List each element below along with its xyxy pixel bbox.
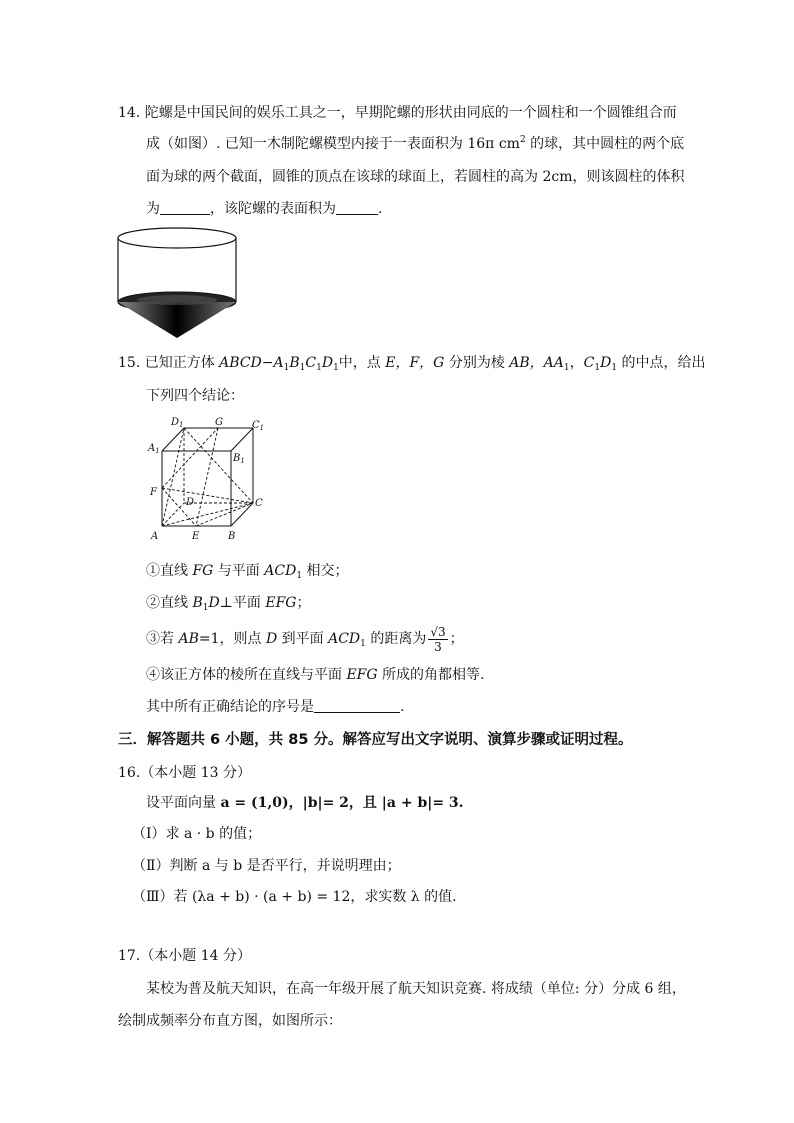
q14-text-2a: 成（如图）. 已知一木制陀螺模型内接于一表面积为 16π cm — [146, 136, 520, 152]
q15-ask-text: 其中所有正确结论的序号是 — [146, 699, 314, 715]
label-D1: $D_1$ — [171, 417, 184, 429]
q15-points: E，F，G — [385, 355, 445, 371]
q14-text-4c: . — [378, 201, 383, 217]
q15-conclusion-3: ③若 AB=1，则点 D 到平面 $ACD_1$ 的距离为 $\frac{√3}{3}$ ； — [146, 624, 464, 654]
q16-given-text: 设平面向量 — [146, 795, 221, 811]
c3-ab: AB — [178, 631, 199, 647]
c3-text-d: 的距离为 — [365, 631, 427, 647]
q15-ask — [146, 696, 404, 716]
q14-text-4b: ，该陀螺的表面积为 — [210, 201, 336, 217]
q14-line2 — [146, 133, 684, 153]
q15-conclusion-1: ①直线 FG 与平面 $ACD_1$ 相交； — [146, 563, 349, 581]
c2-b: B — [192, 595, 203, 611]
q15-line2: 下列四个结论： — [146, 388, 244, 404]
spinning-top-figure — [116, 226, 238, 341]
fraction-numerator: √3 — [430, 624, 446, 639]
q14-number: 14. — [118, 105, 141, 121]
c3-text-c: 到平面 — [277, 631, 329, 647]
label-B: B — [228, 531, 236, 542]
q14-line4 — [146, 198, 382, 218]
answer-blank-surface — [336, 202, 378, 215]
c2-text-c: ； — [296, 595, 311, 611]
q16-part-2: （Ⅱ）判断 a 与 b 是否平行，并说明理由； — [132, 858, 401, 874]
q15-edges: AB，AA — [509, 355, 564, 371]
cube-figure — [146, 415, 271, 545]
q14-text-2b: 的球，其中圆柱的两个底 — [525, 136, 685, 152]
q15-text-b: 中，点 — [338, 355, 386, 371]
c3-d: D — [265, 631, 278, 647]
q15-text-a: 已知正方体 — [144, 355, 220, 371]
label-G: G — [215, 417, 223, 428]
label-C1: $C_1$ — [252, 420, 265, 432]
sqrt3-over-3-fraction — [428, 625, 447, 654]
cylinder-top-ellipse — [118, 228, 236, 248]
q15-conclusion-4 — [146, 664, 484, 684]
c4-efg: EFG — [346, 667, 378, 683]
q16-given-equation: a = (1,0)，|b|= 2，且 |a + b|= 3. — [220, 795, 464, 811]
answer-blank-volume — [160, 202, 210, 215]
q16-header: 16.（本小题 13 分） — [118, 765, 251, 781]
fraction-denominator: 3 — [434, 639, 442, 654]
c2-text-b: ⊥平面 — [219, 595, 266, 611]
answer-blank-conclusions — [314, 700, 400, 713]
c2-text-a: ②直线 — [146, 595, 193, 611]
q16-part-1: （Ⅰ）求 a · b 的值； — [132, 826, 262, 842]
cone-shading — [137, 295, 217, 305]
q15-text-c: 分别为棱 — [444, 355, 510, 371]
label-A1: $A_1$ — [148, 443, 160, 455]
q15-line1: 15. 已知正方体 $ABCD-A_1B_1C_1D_1$中，点 E，F，G 分别为棱 AB，$AA_1$，$C_1D_1$ 的中点，给出 — [118, 355, 706, 373]
c1-text-a: ①直线 — [146, 563, 193, 579]
q17-header: 17.（本小题 14 分） — [118, 948, 251, 964]
q14-superscript: 2 — [519, 135, 526, 145]
q15-cube-name: ABCD−A — [219, 355, 284, 371]
label-A: A — [151, 531, 159, 542]
c3-text-end: ； — [449, 631, 464, 647]
c2-efg: EFG — [265, 595, 297, 611]
label-C: C — [255, 498, 263, 509]
q14-text-1: 陀螺是中国民间的娱乐工具之一，早期陀螺的形状由同底的一个圆柱和一个圆锥组合而 — [144, 105, 677, 121]
q15-text-d: 的中点，给出 — [617, 355, 706, 371]
c3-acd: ACD — [328, 631, 361, 647]
c1-acd: ACD — [264, 563, 297, 579]
q14-text-4a: 为 — [146, 201, 160, 217]
q17-line2: 绘制成频率分布直方图，如图所示： — [118, 1013, 342, 1029]
c4-text-a: ④该正方体的棱所在直线与平面 — [146, 667, 347, 683]
q16-part-3: （Ⅲ）若 (λa + b) · (a + b) = 12，求实数 λ 的值. — [132, 889, 457, 905]
label-F: F — [150, 487, 157, 498]
c1-fg: FG — [192, 563, 214, 579]
q14-line3: 面为球的两个截面，圆锥的顶点在该球的球面上，若圆柱的高为 2cm，则该圆柱的体积 — [146, 169, 685, 185]
q14-line1 — [118, 102, 677, 122]
c3-text-a: ③若 — [146, 631, 179, 647]
cone-shape — [118, 302, 236, 338]
q15-number: 15. — [118, 355, 141, 371]
q15-conclusion-2: ②直线 $B_1D\perp$平面 EFG； — [146, 595, 311, 613]
q16-given — [146, 792, 464, 812]
label-B1: $B_1$ — [233, 453, 245, 465]
section-3-heading: 三．解答题共 6 小题，共 85 分。解答应写出文字说明、演算步骤或证明过程。 — [118, 732, 633, 748]
q17-line1: 某校为普及航天知识，在高一年级开展了航天知识竞赛. 将成绩（单位: 分）分成 6 组， — [146, 981, 686, 997]
c4-text-b: 所成的角都相等. — [377, 667, 485, 683]
q15-ask-end: . — [400, 699, 405, 715]
c1-text-c: 相交； — [302, 563, 349, 579]
c1-text-b: 与平面 — [213, 563, 265, 579]
c3-text-b: =1，则点 — [198, 631, 266, 647]
label-D: D — [186, 497, 195, 508]
label-E: E — [192, 531, 200, 542]
